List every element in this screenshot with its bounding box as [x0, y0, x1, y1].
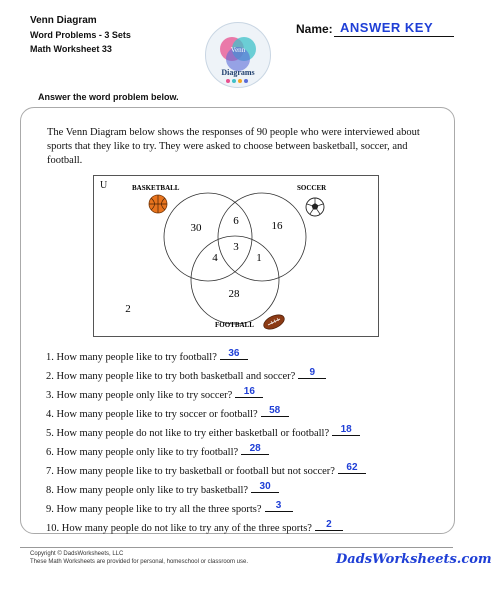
region-soccer-only: 16: [271, 220, 283, 232]
answer-blank[interactable]: 18: [332, 424, 360, 436]
question-item: [46, 462, 366, 478]
question-item: [46, 481, 279, 497]
answer-blank[interactable]: 9: [298, 367, 326, 379]
region-soccer-football: 1: [256, 252, 262, 264]
set-label-basketball: BASKETBALL: [132, 184, 180, 192]
basketball-icon: [149, 195, 167, 213]
basketball-circle: [164, 193, 252, 281]
region-none: 2: [125, 303, 131, 315]
region-basketball-only: 30: [190, 222, 202, 234]
question-text: 4. How many people like to try soccer or football?: [46, 409, 258, 420]
set-label-soccer: SOCCER: [297, 184, 327, 192]
question-text: 1. How many people like to try football?: [46, 352, 217, 363]
question-item: [46, 386, 263, 402]
answer-key-label: ANSWER KEY: [340, 20, 434, 35]
worksheet-title: Venn Diagram: [30, 15, 97, 26]
question-text: 5. How many people do not like to try either basketball or football?: [46, 428, 330, 439]
universe-label: U: [100, 180, 108, 191]
instruction-text: Answer the word problem below.: [38, 92, 179, 102]
answer-blank[interactable]: 58: [261, 405, 289, 417]
soccer-ball-icon: [306, 198, 324, 216]
question-item: [46, 367, 326, 383]
name-label: Name:: [296, 22, 333, 36]
answer-blank[interactable]: 36: [220, 348, 248, 360]
answer-blank[interactable]: 28: [241, 443, 269, 455]
question-text: 8. How many people only like to try basketball?: [46, 485, 249, 496]
question-item: [46, 424, 360, 440]
copyright-text: Copyright © DadsWorksheets, LLC: [30, 551, 124, 557]
question-text: 10. How many people do not like to try any of the three sports?: [46, 523, 312, 534]
answer-blank[interactable]: 62: [338, 462, 366, 474]
question-text: 7. How many people like to try basketball or football but not soccer?: [46, 466, 335, 477]
worksheet-number: Math Worksheet 33: [30, 44, 112, 54]
answer-blank[interactable]: 30: [251, 481, 279, 493]
usage-note: These Math Worksheets are provided for personal, homeschool or classroom use.: [30, 559, 248, 565]
logo-top-text: Venn: [230, 46, 246, 54]
worksheet-subtitle: Word Problems - 3 Sets: [30, 30, 131, 40]
set-label-football: FOOTBALL: [215, 321, 254, 329]
footer-divider: [20, 547, 453, 548]
question-text: 2. How many people like to try both basketball and soccer?: [46, 371, 296, 382]
question-item: [46, 519, 343, 535]
logo-bottom-text: Diagrams: [221, 68, 255, 77]
question-item: [46, 500, 293, 516]
brand-logo: DadsWorksheets.com: [336, 552, 492, 567]
answer-blank[interactable]: 2: [315, 519, 343, 531]
question-text: 6. How many people only like to try football?: [46, 447, 239, 458]
region-football-only: 28: [228, 288, 240, 300]
question-text: 3. How many people only like to try soccer?: [46, 390, 233, 401]
problem-intro: The Venn Diagram below shows the responses of 90 people who were interviewed about sports that they like to try. They were asked to choose between basketball, soccer, and football.: [47, 127, 420, 166]
region-basketball-football: 4: [212, 252, 218, 264]
region-basketball-soccer: 6: [233, 215, 239, 227]
football-icon: [261, 312, 286, 332]
question-item: [46, 348, 248, 364]
question-item: [46, 405, 289, 421]
question-text: 9. How many people like to try all the three sports?: [46, 504, 262, 515]
answer-blank[interactable]: 3: [265, 500, 293, 512]
question-item: [46, 443, 269, 459]
soccer-circle: [218, 193, 306, 281]
region-all-three: 3: [233, 241, 239, 253]
footer-text: [30, 550, 248, 566]
answer-blank[interactable]: 16: [235, 386, 263, 398]
